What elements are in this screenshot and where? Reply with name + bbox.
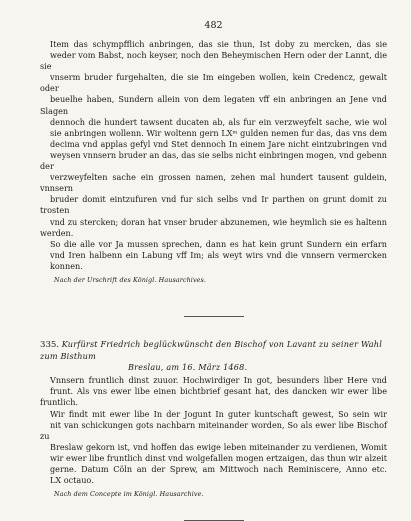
text-line: frunt. Als vns ewer libe einen bichtbrief gesant hat, des dancken wir ewer libe fruntlich. bbox=[40, 386, 387, 408]
text-line: nit van schickungen gots nachbarn miteinander worden, So als ewer libe Bischof zu bbox=[40, 419, 387, 441]
text-line: Wir findt mit ewer libe In der Jogunt In guter kuntschaft gewest, So sein wir bbox=[50, 408, 387, 419]
text-line: vnd zu stercken; doran hat vnser bruder abzunemen, wie heymlich sie es haltenn werden. bbox=[40, 216, 387, 238]
text-line: LX octauo. bbox=[50, 475, 94, 486]
text-line: vnserm bruder furgehalten, die sie Im eingeben wollen, kein Credencz, gewalt oder bbox=[40, 72, 387, 94]
text-line: weysen vnnsern bruder an das, das sie selbs nicht einbringen mogen, vnd gebenn der bbox=[40, 149, 387, 172]
text-line: bruder domit eintzufuren vnd fur sich selbs vnd Ir parthen on grunt domit zu trosten bbox=[40, 194, 387, 216]
text-line: decima vnd applas gefyl vnd Stet dennoch In einem Jare nicht eintzubringen vnd bbox=[50, 138, 387, 149]
text-line: dennoch die hundert tawsent ducaten ab, als fur ein verzweyfelt sache, wie wol bbox=[50, 116, 387, 127]
text-line: Vnnsern fruntlich dinst zuuor. Hochwirdiger In got, besunders liber Here vnd bbox=[50, 375, 387, 386]
text-line: gerne. Datum Cöln an der Sprew, am Mittwoch nach Reminiscere, Anno etc. bbox=[50, 464, 387, 474]
text-line: sie anbringen wollenn. Wir woltenn gern LXᵐ gulden nemen fur das, das vns dem bbox=[50, 127, 387, 138]
page-number: 482 bbox=[204, 20, 223, 31]
document-body-2 bbox=[40, 375, 387, 486]
document-number: 335. bbox=[40, 339, 60, 350]
text-line: beuelhe haben, Sundern allein von dem legaten vff ein anbringen an Jene vnd Slagen bbox=[40, 94, 387, 116]
section-divider bbox=[184, 316, 244, 317]
document-title-line-1: Kurfürst Friedrich beglückwünscht den Bischof von Lavant zu seiner Wahl zum Bisthum bbox=[40, 338, 382, 362]
text-line: Item das schympfflich anbringen, das sie thun, Ist doby zu mercken, das sie bbox=[50, 39, 387, 49]
document-title-line-2: Breslau, am 16. März 1468. bbox=[128, 362, 248, 373]
text-line: So die alle vor Ja mussen sprechen, dann es hat kein grunt Sundern ein erfarn bbox=[50, 238, 387, 249]
text-line: verzweyfelten sache ein grossen namen, zehen mal hundert tausent guldein, vnnsern bbox=[40, 172, 387, 194]
text-line: vnd Iren halbenn ein Labung vff Im; als weyt wirs vnd die vnnsern vermercken bbox=[50, 249, 387, 260]
text-line: Breslaw gekorn ist, vnd hoffen das ewige leben miteinander zu verdienen, Womit bbox=[50, 441, 387, 452]
document-heading-2 bbox=[40, 339, 387, 373]
document-body-1 bbox=[40, 39, 387, 272]
source-note-1: Nach der Urschrift des Königl. Hausarchives. bbox=[54, 275, 207, 284]
source-note-2: Nach dem Concepte im Königl. Hausarchive. bbox=[54, 490, 204, 499]
text-line: weder vom Babst, noch keyser, noch den Beheymischen Hern oder der Lannt, die sie bbox=[40, 50, 387, 72]
text-line: wir ewer libe fruntlich dinst vnd wolgefallen mogen ertzaigen, das thun wir alzeit bbox=[50, 452, 387, 463]
text-line: konnen. bbox=[50, 260, 83, 271]
